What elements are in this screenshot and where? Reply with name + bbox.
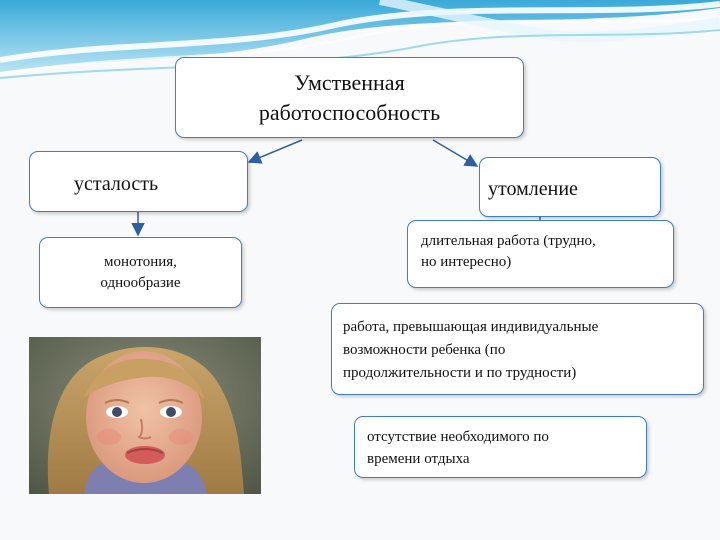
dlitelnaya-box <box>407 220 674 288</box>
monotonia-label: монотония, однообразие <box>100 254 181 291</box>
otdyh-box <box>354 416 647 478</box>
ustalost-box <box>29 151 248 212</box>
main-concept-box <box>175 57 524 138</box>
utomlenie-label: утомление <box>488 178 578 200</box>
rabota-label: работа, превышающая индивидуальные возможности ребенка (по продолжительности и по трудности) <box>343 319 599 381</box>
utomlenie-box <box>479 157 661 217</box>
monotonia-box <box>39 237 242 308</box>
arrow-to-ustalost <box>249 140 302 162</box>
dlitelnaya-label: длительная работа (трудно, но интересно) <box>421 233 596 270</box>
arrow-to-utomlenie <box>433 140 477 166</box>
crying-child-photo-icon <box>29 337 261 494</box>
ustalost-label: усталость <box>74 173 159 195</box>
otdyh-label: отсутствие необходимого по времени отдыха <box>367 429 549 467</box>
main-concept-label: Умственная работоспособность <box>258 70 441 125</box>
rabota-box <box>331 303 704 395</box>
